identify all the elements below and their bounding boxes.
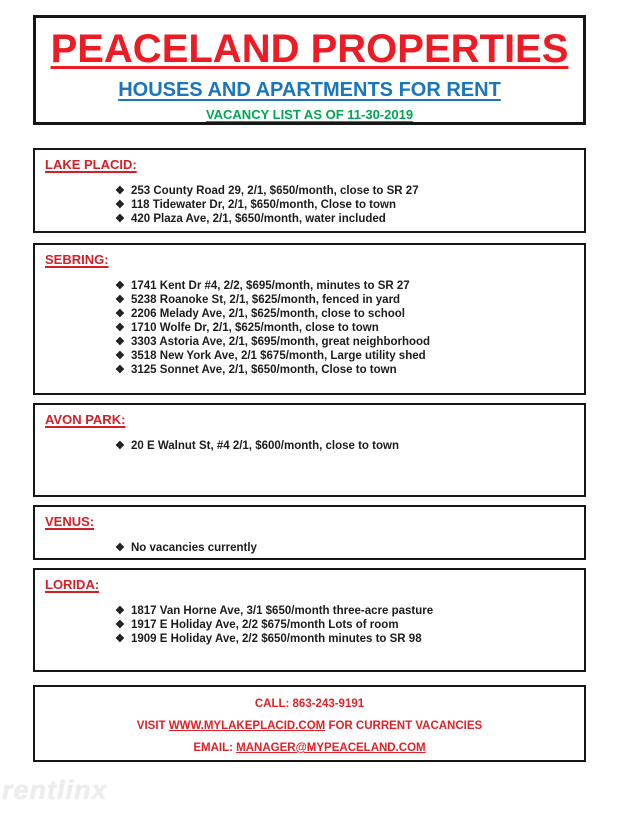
listing-text: 1917 E Holiday Ave, 2/2 $675/month Lots of room — [131, 619, 399, 631]
listing-item — [115, 212, 584, 226]
diamond-bullet-icon: ❖ — [115, 280, 125, 292]
listing-text: 1710 Wolfe Dr, 2/1, $625/month, close to town — [131, 322, 379, 334]
email-line — [35, 742, 584, 754]
listing-item — [115, 363, 584, 377]
listing-item — [115, 604, 584, 618]
listing-item — [115, 439, 584, 453]
listing-item — [115, 184, 584, 198]
rentlinx-watermark-logo: rentlinx — [2, 775, 108, 805]
contact-box — [33, 685, 586, 762]
listing-list — [115, 279, 584, 377]
listing-item — [115, 632, 584, 646]
listing-list — [115, 184, 584, 226]
diamond-bullet-icon: ❖ — [115, 350, 125, 362]
section-title-sebring: SEBRING: — [45, 252, 109, 267]
diamond-bullet-icon: ❖ — [115, 199, 125, 211]
listing-text: 20 E Walnut St, #4 2/1, $600/month, close to town — [131, 440, 399, 452]
section-avon-park — [33, 403, 586, 497]
diamond-bullet-icon: ❖ — [115, 322, 125, 334]
diamond-bullet-icon: ❖ — [115, 542, 125, 554]
listing-text: 1741 Kent Dr #4, 2/2, $695/month, minutes to SR 27 — [131, 280, 410, 292]
email-link[interactable]: MANAGER@MYPEACELAND.COM — [236, 742, 426, 754]
vacancy-date-line: VACANCY LIST AS OF 11-30-2019 — [205, 107, 414, 122]
visit-prefix: VISIT — [136, 720, 169, 732]
visit-suffix: FOR CURRENT VACANCIES — [325, 720, 483, 732]
section-lake-placid — [33, 148, 586, 233]
diamond-bullet-icon: ❖ — [115, 294, 125, 306]
section-title-avon-park: AVON PARK: — [45, 412, 126, 427]
section-title-venus: VENUS: — [45, 514, 95, 529]
listing-text: 1817 Van Horne Ave, 3/1 $650/month three-acre pasture — [131, 605, 434, 617]
listing-text: No vacancies currently — [131, 542, 257, 554]
diamond-bullet-icon: ❖ — [115, 440, 125, 452]
listing-text: 3303 Astoria Ave, 2/1, $695/month, great neighborhood — [131, 336, 431, 348]
diamond-bullet-icon: ❖ — [115, 185, 125, 197]
diamond-bullet-icon: ❖ — [115, 633, 125, 645]
listing-item — [115, 279, 584, 293]
section-venus — [33, 505, 586, 560]
listing-item — [115, 293, 584, 307]
listing-item — [115, 541, 584, 555]
listing-text: 253 County Road 29, 2/1, $650/month, close to SR 27 — [131, 185, 419, 197]
header-box — [33, 15, 586, 125]
page-subtitle: HOUSES AND APARTMENTS FOR RENT — [118, 79, 501, 101]
listing-item — [115, 321, 584, 335]
diamond-bullet-icon: ❖ — [115, 213, 125, 225]
website-link[interactable]: WWW.MYLAKEPLACID.COM — [168, 720, 326, 732]
section-sebring — [33, 243, 586, 395]
listing-text: 5238 Roanoke St, 2/1, $625/month, fenced in yard — [131, 294, 401, 306]
diamond-bullet-icon: ❖ — [115, 364, 125, 376]
diamond-bullet-icon: ❖ — [115, 308, 125, 320]
listing-item — [115, 349, 584, 363]
listing-text: 3125 Sonnet Ave, 2/1, $650/month, Close to town — [131, 364, 397, 376]
listing-item — [115, 307, 584, 321]
phone-line — [35, 698, 584, 710]
listing-text: 2206 Melady Ave, 2/1, $625/month, close to school — [131, 308, 405, 320]
section-title-lake-placid: LAKE PLACID: — [45, 157, 137, 172]
listing-list — [115, 541, 584, 555]
section-title-lorida: LORIDA: — [45, 577, 100, 592]
listing-text: 420 Plaza Ave, 2/1, $650/month, water included — [131, 213, 386, 225]
listing-text: 1909 E Holiday Ave, 2/2 $650/month minutes to SR 98 — [131, 633, 422, 645]
diamond-bullet-icon: ❖ — [115, 605, 125, 617]
page-title: PEACELAND PROPERTIES — [50, 27, 569, 71]
section-lorida — [33, 568, 586, 672]
website-line — [35, 720, 584, 732]
listing-text: 118 Tidewater Dr, 2/1, $650/month, Close to town — [131, 199, 397, 211]
listing-item — [115, 335, 584, 349]
email-prefix: EMAIL: — [193, 742, 237, 754]
listing-list — [115, 604, 584, 646]
listing-item — [115, 618, 584, 632]
listing-list — [115, 439, 584, 453]
diamond-bullet-icon: ❖ — [115, 619, 125, 631]
listing-item — [115, 198, 584, 212]
diamond-bullet-icon: ❖ — [115, 336, 125, 348]
listing-text: 3518 New York Ave, 2/1 $675/month, Large utility shed — [131, 350, 426, 362]
phone-text: CALL: 863-243-9191 — [254, 698, 365, 710]
